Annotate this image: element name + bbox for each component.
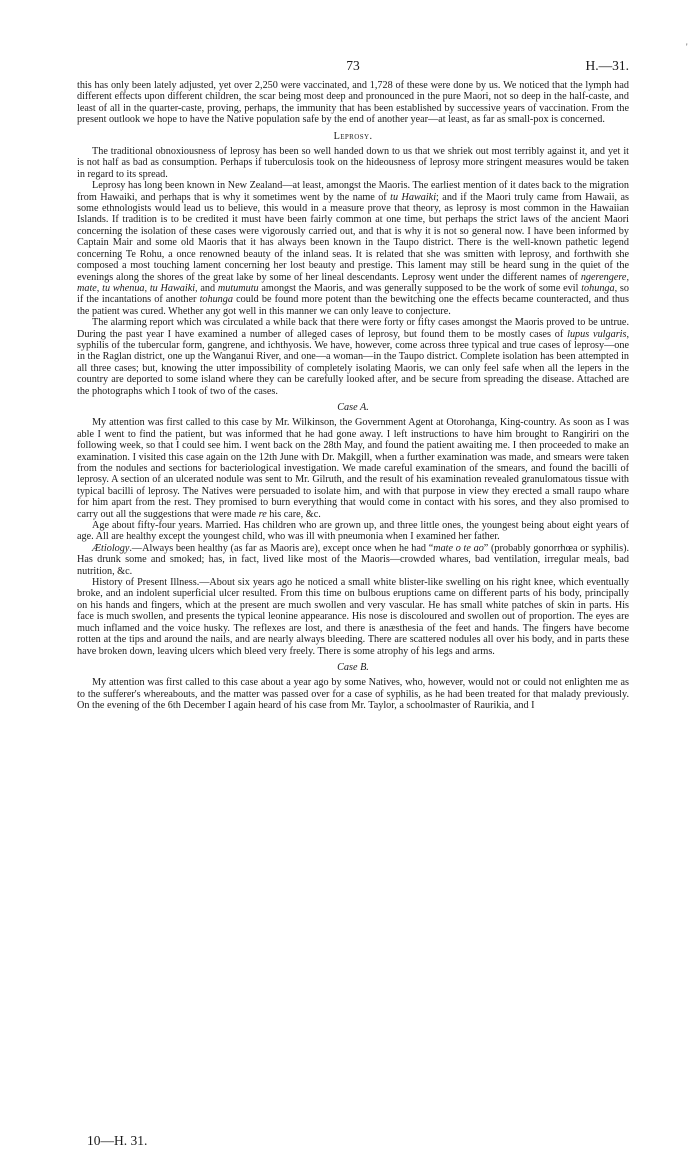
case-a-paragraph-3: Ætiology.—Always been healthy (as far as Maoris are), except once when he had “mate o te ao” (probably gonorrhœa or syphilis). Has drunk some and smoked; has, in fact, lived like most of the Maoris—crowded whares, bad ventilation, irregular meals, bad nutrition, &c. [77,542,630,577]
leprosy-paragraph-1: The traditional obnoxiousness of leprosy has been so well handed down to us that we shriek out most terribly against it, and yet it is not half as bad as consumption. Perhaps if tuberculosis took on the hideousness of leprosy more stringent measures would be taken in regard to its spread. [77,146,629,180]
intro-paragraph: this has only been lately adjusted, yet over 2,250 were vaccinated, and 1,728 of these were done by us. We noticed that the lymph had different effects upon different children, the scar being most deep and pronounced in the pure Maori, not so deep in the half-caste, and least of all in the quarter-caste, proving, perhaps, the immunity that has been established by successive years of vaccination. From the present outlook we hope to have the Native population safe by the end of another year—at least, as far as small-pox is concerned. [77,80,629,126]
case-a-paragraph-4: History of Present Illness.—About six years ago he noticed a small white blister-like swelling on his right knee, which eventually broke, and an indolent superficial ulcer resulted. From this time on bulbous eruptions came on different parts of his body, principally on his hands and fingers, which at the present are much swollen and very vascular. He has small white patches of skin in parts. His face is much swollen, and presents the typical leonine appearance. His nose is discoloured and swollen out of proportion. The eyes are much inflamed and the voice husky. The reflexes are lost, and there is anæsthesia of the feet and hands. The fingers have become rotten at the tips and around the nails, and are nearly always bleeding. There are scattered nodules all over his body, and in parts these have broken down, leaving ulcers which bleed very freely. There is some atrophy of his legs and arms. [77,577,629,657]
section-heading-case-b: Case B. [337,661,369,673]
section-heading-leprosy: Leprosy. [333,130,373,142]
section-heading-case-a: Case A. [337,401,369,413]
case-b-paragraph-1: My attention was first called to this case about a year ago by some Natives, who, however, would not or could not enlighten me as to the sufferer's whereabouts, and the matter was passed over for a case of syphilis, as he had been treated for that malady previously. On the evening of the 6th December I again heard of his case from Mr. Taylor, a schoolmaster of Raurikia, and I [77,677,629,712]
margin-mark: ' [686,42,688,52]
document-reference: H.—31. [585,58,629,73]
document-page [77,58,629,712]
page-signature: 10—H. 31. [87,1133,148,1148]
leprosy-paragraph-3: The alarming report which was circulated a while back that there were forty or fifty cases amongst the Maoris proved to be untrue. During the past year I have examined a number of alleged cases of leprosy, but found them to be mostly cases of lupus vulgaris, syphilis of the tubercular form, gangrene, and ichthyosis. We have, however, come across three typical and true cases of leprosy—one in the Raglan district, one up the Wanganui River, and one—a woman—in the Taupo district. Complete isolation has been attempted in all three cases; but, knowing the utter impossibility of completely isolating Maoris, we can only feel safe when all the lepers in the country are deported to some island where they can be carefully looked after, and be secure from spreading the disease. Attached are the photographs which I took of two of the cases. [77,317,629,397]
leprosy-paragraph-2: Leprosy has long been known in New Zealand—at least, amongst the Maoris. The earliest mention of it dates back to the migration from Hawaiki, and perhaps that is why it sometimes went by the name of tu Hawaiki; and if the Maori truly came from Hawaii, as some ethnologists would lead us to believe, this would in a measure prove that theory, as leprosy is most common in the Hawaiian Islands. If tradition is to be credited it must have been fairly common at one time, but perhaps the strict laws of the ancient Maori concerning the isolation of these cases were vigorously carried out, and that is why it is not so general now. I have been informed by Captain Mair and some old Maoris that it has always been known in the Taupo district. There is the well-known pathetic legend concerning Te Rohu, a once renowned beauty of the inland seas. It is related that she was smitten with leprosy, and forthwith she composed a most touching lament concerning her lost beauty and prestige. This lament may still be heard sung in the quiet of the evenings along the shores of the great lake by some of her lineal descendants. Leprosy went under the different names of ngerengere, mate, tu whenua, tu Hawaiki, and mutumutu amongst the Maoris, and was generally supposed to be the work of some evil tohunga, so if the incantations of another tohunga could be found more potent than the bewitching one the effects became counteracted, and thus the patient was cured. Whether any got well in this manner we can only leave to conjecture. [77,180,630,317]
case-a-paragraph-2: Age about fifty-four years. Married. Has children who are grown up, and three little ones, the youngest being about eight years of age. All are healthy except the youngest child, who was ill with pneumonia when I examined her father. [77,520,629,543]
case-a-paragraph-1: My attention was first called to this case by Mr. Wilkinson, the Government Agent at Otorohanga, King-country. As soon as I was able I went to find the patient, but was informed that he had gone away. I left instructions to have him brought to Rangiriri on the following week, so that I could see him. I went back on the 28th May, and found the patient awaiting me. I then proceeded to make an examination. I visited this case again on the 12th June with Dr. Makgill, when a further examination was made, and smears were taken from the nodules and sections for bacteriological investigation. We made careful examination of the smears, and found the bacilli of leprosy. A section of an ulcerated nodule was sent to Mr. Gilruth, and the result of his examination revealed granulomatous tissue with typical bacilli of leprosy. The Natives were persuaded to isolate him, and with that purpose in view they erected a small raupo whare for him apart from the rest. They promised to burn everything that would come in contact with his sores, and they also promised to carry out all the suggestions that were made re his care, &c. [77,417,629,520]
page-header [77,58,629,80]
page-number: 73 [346,58,360,73]
